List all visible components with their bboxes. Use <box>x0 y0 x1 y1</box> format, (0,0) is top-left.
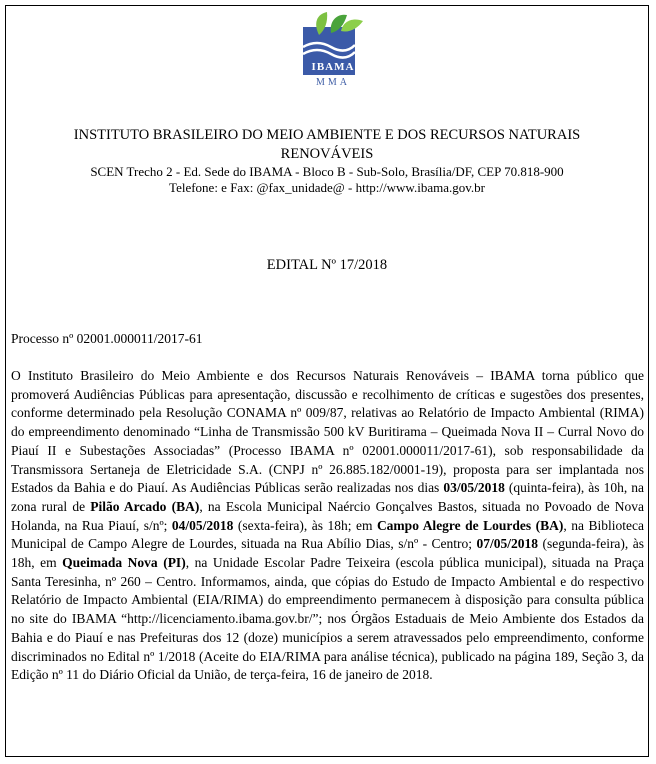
body-text-5: , na Biblioteca Municipal de Campo Alegre de Lourdes, situada na Rua Abílio Dias, s/nº - Centro; <box>11 517 644 552</box>
location-2: Campo Alegre de Lourdes (BA) <box>376 517 564 533</box>
body-text-3: , na Escola Municipal Naércio Gonçalves Bastos, situada no Povoado de Nova Holanda, na Rua Piauí, s/nº; <box>11 498 644 533</box>
body-text-4: (sexta-feira), às 18h; em <box>233 517 377 533</box>
institution-name-line2: RENOVÁVEIS <box>280 146 374 162</box>
document-page <box>5 5 649 757</box>
ibama-logo <box>297 9 369 89</box>
edital-body <box>11 367 644 685</box>
logo-name: IBAMA <box>311 61 355 73</box>
date-3: 07/05/2018 <box>476 536 539 552</box>
body-text-7: , na Unidade Escolar Padre Teixeira (escola pública municipal), situada na Praça Santa Teresinha, nº 260 – Centro. Informamos, ainda, que cópias do Estudo de Impacto Ambiental e do respectivo Relatório de Impacto Ambiental (EIA/RIMA) do empreendimento permanecem à disposição para consulta pública no site do IBAMA “http://licenciamento.ibama.gov.br/”; nos Órgãos Estaduais de Meio Ambiente dos Estados da Bahia e do Piauí e nas Prefeituras dos 12 (doze) municípios a serem atravessados pelo empreendimento, conforme discriminados no Edital nº 1/2018 (Aceite do EIA/RIMA para análise técnica), publicado na página 189, Seção 3, da Edição nº 11 do Diário Oficial da União, de terça-feira, 16 de janeiro de 2018. <box>11 555 644 683</box>
edital-title: EDITAL Nº 17/2018 <box>266 257 388 273</box>
body-text-2: (quinta-feira), às 10h, na zona rural de <box>11 480 644 514</box>
date-1: 03/05/2018 <box>443 480 505 496</box>
letterhead <box>6 126 648 196</box>
date-2: 04/05/2018 <box>171 517 234 533</box>
logo-subtitle: MMA <box>315 77 350 88</box>
body-text-1: O Instituto Brasileiro do Meio Ambiente e dos Recursos Naturais Renováveis – IBAMA torna público que promoverá Audiências Públicas para apresentação, discussão e recolhimento de críticas e sugestões dos presentes, conforme determinado pela Resolução CONAMA nº 009/87, relativas ao Relatório de Impacto Ambiental (RIMA) do empreendimento denominado “Linha de Transmissão 500 kV Buritirama – Queimada Nova II – Curral Novo do Piauí II e Subestações Associadas” (Processo IBAMA nº 02001.000011/2017-61), sob responsabilidade da Transmissora Sertaneja de Eletricidade S.A. (CNPJ nº 26.885.182/0001-19), proposta para ser implantada nos Estados da Bahia e do Piauí. As Audiências Públicas serão realizadas nos dias <box>11 368 644 496</box>
location-3: Queimada Nova (PI) <box>62 555 186 571</box>
location-1: Pilão Arcado (BA) <box>90 498 200 514</box>
process-number: Processo nº 02001.000011/2017-61 <box>11 331 203 346</box>
institution-address: SCEN Trecho 2 - Ed. Sede do IBAMA - Bloco B - Sub-Solo, Brasília/DF, CEP 70.818-900 <box>90 164 564 179</box>
body-text-6: (segunda-feira), às 18h, em <box>11 536 644 571</box>
institution-name-line1: INSTITUTO BRASILEIRO DO MEIO AMBIENTE E DOS RECURSOS NATURAIS <box>73 127 581 143</box>
institution-contact: Telefone: e Fax: @fax_unidade@ - http://www.ibama.gov.br <box>169 180 485 195</box>
